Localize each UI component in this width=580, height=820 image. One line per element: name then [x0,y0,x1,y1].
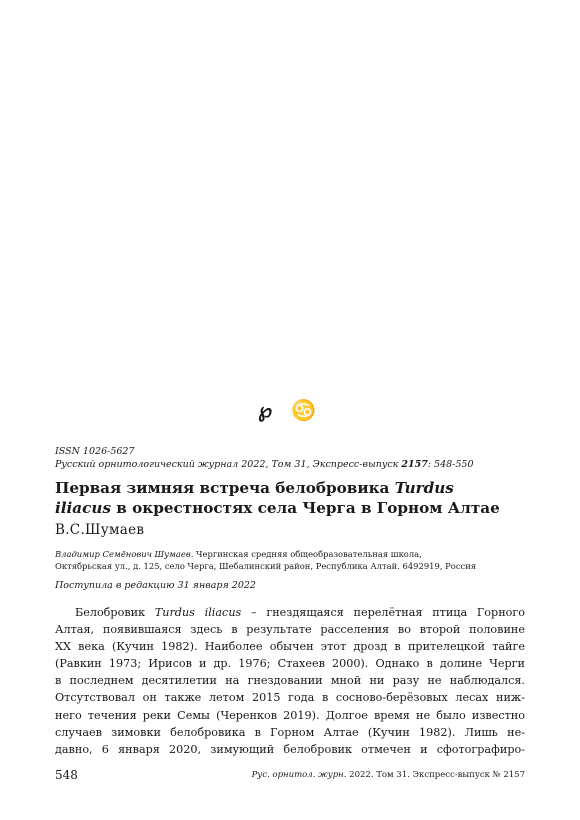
affiliation-line2: Октябрьская ул., д. 125, село Черга, Шебалинский район, Республика Алтай. 6492919, Россия [55,561,477,571]
body-line: давно, 6 января 2020, зимующий белобровик отмечен и сфотографиро- [55,742,525,756]
affiliation-line1 [55,548,535,560]
issn-line: ISSN 1026-5627 [55,446,135,457]
body-line [55,604,525,621]
affiliation [55,548,535,572]
body-species-name: Turdus iliacus [154,606,242,619]
received-date: Поступила в редакцию 31 января 2022 [55,580,256,591]
body-line: XX века (Кучин 1982). Наиболее обычен этот дрозд в прителецкой тайге [55,640,525,654]
journal-abbreviation: Рус. орнитол. журн. [251,770,347,780]
title-species-epithet: iliacus [55,499,111,517]
ornament-divider: ℘ ♋ [258,398,322,422]
page-range: : 548-550 [427,459,474,470]
article-title [55,478,535,518]
issn-block [55,445,535,471]
issue-number: 2157 [401,459,428,470]
page-number: 548 [55,768,78,782]
journal-prefix: Русский орнитологический журнал 2022, Том 31, Экспресс-выпуск [55,459,402,470]
body-line: в последнем десятилетии на гнездовании мной ни разу не наблюдался. [55,674,525,688]
body-text-fragment: – гнездящаяся перелётная птица Горного [241,606,525,619]
body-text-fragment: Белобровик [75,606,155,619]
body-line: Отсутствовал он также летом 2015 года в сосново-берёзовых лесах ниж- [55,691,525,705]
title-part1: Первая зимняя встреча белобровика [55,479,395,497]
body-line: (Равкин 1973; Ирисов и др. 1976; Стахеев 2000). Однако в долине Черги [55,657,525,671]
journal-citation [55,458,535,471]
title-part2: в окрестностях села Черга в Горном Алтае [111,499,500,517]
body-line: случаев зимовки белобровика в Горном Алтае (Кучин 1982). Лишь не- [55,725,525,739]
article-body [55,604,525,758]
title-species-genus: Turdus [394,479,454,497]
running-footer [252,770,525,780]
affiliation-school: . Чергинская средняя общеобразовательная школа, [190,549,422,559]
body-line: него течения реки Семы (Черенков 2019). Долгое время не было известно [55,708,525,722]
running-footer-info: 2022. Том 31. Экспресс-выпуск № 2157 [346,770,525,780]
author-name: В.С.Шумаев [55,522,145,538]
body-line: Алтая, появившаяся здесь в результате расселения во второй половине [55,623,525,637]
affiliation-person: Владимир Семёнович Шумаев [55,549,191,559]
